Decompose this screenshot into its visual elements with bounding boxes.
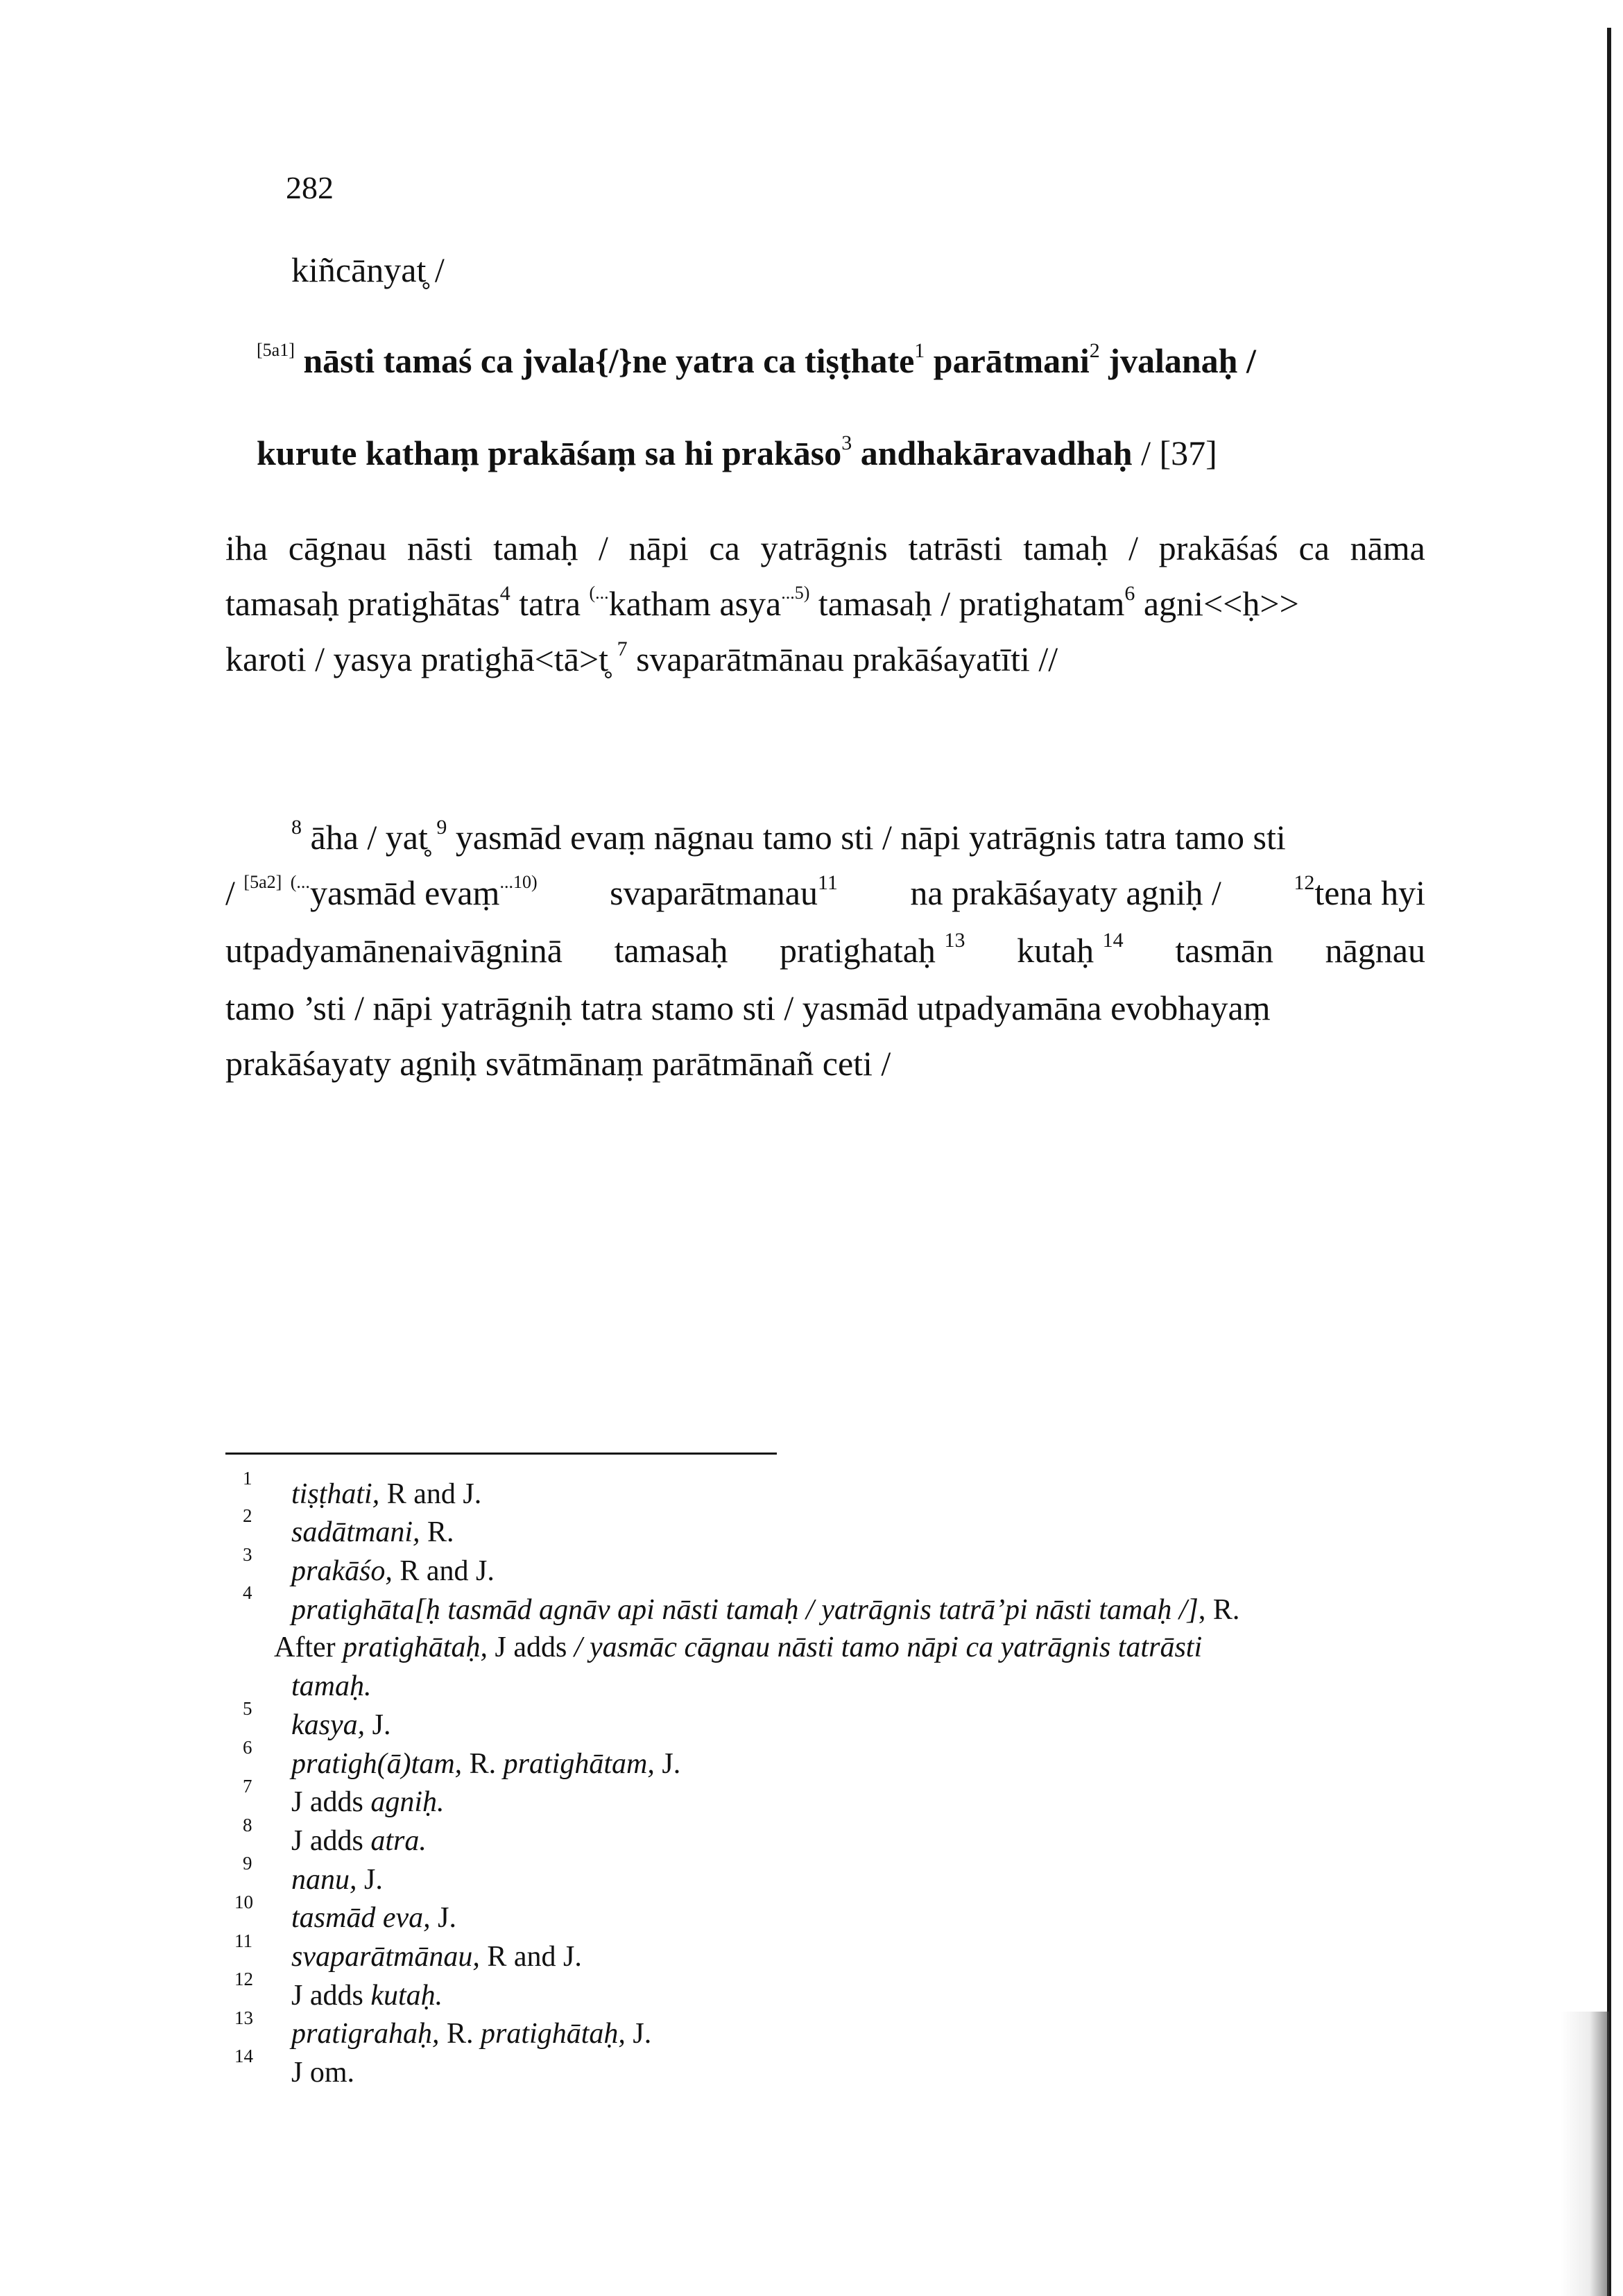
word: /	[599, 529, 608, 567]
footnote-number: 14	[234, 2046, 253, 2066]
text: tamasaḥ / pratighatam	[809, 584, 1125, 623]
footnote-ref: 8	[291, 816, 302, 839]
commentary-1-line-2	[225, 582, 1299, 623]
italic-text: pratighātam,	[503, 1748, 655, 1780]
text	[610, 871, 838, 912]
word: prakāśaś	[1158, 529, 1278, 567]
footnote-ref: 2	[1089, 339, 1100, 362]
footnote-number: 9	[243, 1853, 252, 1874]
italic-text: atra.	[370, 1825, 427, 1857]
verse-text: nāsti tamaś ca jvala{/}ne yatra ca tiṣṭhate	[294, 341, 915, 380]
footnote-5	[291, 1711, 391, 1740]
text: , R.	[1198, 1594, 1240, 1626]
footnote-1	[291, 1480, 481, 1509]
footnote-number: 10	[234, 1892, 253, 1912]
slash: /	[225, 873, 235, 912]
footnote-number: 5	[243, 1698, 252, 1719]
footnote-ref: 14	[1102, 929, 1124, 952]
word: /	[1128, 529, 1138, 567]
verse-text: jvalanaḥ /	[1099, 341, 1256, 380]
verse-text: parātmani	[925, 341, 1090, 380]
italic-text: kasya,	[291, 1709, 366, 1741]
word: nāgnau	[1325, 931, 1425, 970]
word: yatrāgnis	[760, 529, 888, 567]
commentary-2-line-5: prakāśayaty agniḥ svātmānaṃ parātmānañ ceti /	[225, 1044, 891, 1083]
footnote-8	[291, 1826, 427, 1856]
footnote-12	[291, 1981, 443, 2010]
text: J adds	[291, 1825, 371, 1857]
italic-text: tiṣṭhati,	[291, 1478, 380, 1510]
text: J.	[365, 1709, 391, 1741]
text: āha / yat̥	[302, 818, 437, 857]
commentary-2-line-4: tamo ’sti / nāpi yatrāgniḥ tatra stamo sti / yasmād utpadyamāna evobhayaṃ	[225, 988, 1271, 1027]
word	[1017, 929, 1124, 970]
footnote-ref: 11	[817, 871, 838, 894]
italic-text: tasmād eva,	[291, 1902, 431, 1934]
footnote-6	[291, 1749, 680, 1779]
footnote-ref: 6	[1124, 582, 1135, 605]
italic-text: pratighātaḥ,	[481, 2018, 626, 2050]
text: R and J.	[392, 1555, 495, 1587]
folio-marker: [5a1]	[257, 340, 295, 360]
text: svaparātmanau	[610, 873, 818, 912]
text: tamasaḥ pratighātas	[225, 584, 500, 623]
scan-edge-noise	[1561, 2012, 1609, 2296]
verse-text: andhakāravadhaḥ	[852, 434, 1133, 472]
text: karoti / yasya pratighā<tā>t̥	[225, 640, 617, 678]
text: R.	[462, 1748, 504, 1780]
footnote-10	[291, 1903, 456, 1933]
folio-marker: [5a2]	[243, 872, 282, 892]
text: J om.	[291, 2057, 355, 2089]
footnote-rule	[225, 1453, 777, 1455]
footnote-number: 4	[243, 1582, 252, 1603]
verse-line-1	[257, 339, 1256, 380]
footnote-number: 2	[243, 1505, 252, 1526]
italic-text: pratighāta[ḥ tasmād agnāv api nāsti tamaḥ / yatrāgnis tatrā’pi nāsti tamaḥ /]	[291, 1594, 1199, 1626]
text: J adds	[291, 1980, 371, 2012]
footnote-number: 11	[234, 1930, 252, 1951]
italic-text: svaparātmānau,	[291, 1941, 480, 1973]
footnote-number: 3	[243, 1544, 252, 1565]
text: na prakāśayaty agniḥ /	[910, 873, 1221, 912]
word	[780, 929, 965, 970]
footnote-ref: 1	[914, 339, 925, 362]
text	[225, 872, 538, 912]
commentary-2-line-3	[225, 929, 1425, 970]
italic-text: sadātmani,	[291, 1516, 420, 1548]
commentary-1-line-1	[225, 531, 1425, 565]
footnote-number: 7	[243, 1776, 252, 1797]
footnote-7	[291, 1788, 445, 1817]
footnote-14	[291, 2058, 354, 2087]
text: J.	[357, 1864, 383, 1896]
footnote-13	[291, 2019, 651, 2048]
word: tamaḥ	[493, 529, 578, 567]
text: J.	[625, 2018, 652, 2050]
commentary-2-line-2	[225, 871, 1425, 912]
text: svaparātmānau prakāśayatīti //	[627, 640, 1058, 678]
footnote-ref: 12	[1294, 871, 1315, 894]
italic-text: prakāśo,	[291, 1555, 393, 1587]
footnote-ref: 3	[841, 431, 852, 454]
footnote-4	[291, 1595, 1239, 1625]
commentary-2-line-1	[291, 816, 1286, 857]
footnote-number: 1	[243, 1468, 252, 1489]
page-number: 282	[286, 170, 334, 205]
bracket-close: ...5)	[781, 583, 810, 603]
word: nāpi	[628, 529, 689, 567]
commentary-1-line-3	[225, 637, 1058, 678]
opening-line: kiñcānyat̥ /	[291, 250, 445, 289]
word: tasmān	[1175, 931, 1273, 970]
word: utpadyamānenaivāgninā	[225, 931, 563, 970]
italic-text: kutaḥ.	[370, 1980, 443, 2012]
verse-line-2	[257, 431, 1217, 472]
verse-text: kurute kathaṃ prakāśaṃ sa hi prakāso	[257, 434, 842, 472]
text: pratighataḥ	[780, 931, 936, 970]
italic-text: tamaḥ.	[291, 1670, 372, 1702]
text: After	[274, 1631, 343, 1663]
text: J.	[654, 1748, 681, 1780]
footnote-ref: 13	[944, 929, 965, 952]
text: R.	[439, 2018, 481, 2050]
text: R and J.	[479, 1941, 582, 1973]
text: tena hyi	[1314, 873, 1425, 912]
word: cāgnau	[288, 529, 387, 567]
bracket-open: (...	[290, 872, 310, 892]
verse-number: / [37]	[1132, 434, 1217, 472]
italic-text: nanu,	[291, 1864, 357, 1896]
footnote-3	[291, 1557, 495, 1586]
footnote-ref: 9	[436, 816, 447, 839]
text: yasmād evaṃ	[309, 873, 500, 912]
text: J adds	[487, 1631, 574, 1663]
footnote-ref: 4	[499, 582, 510, 605]
bracket-close: ...10)	[499, 872, 538, 892]
word: ca	[1298, 529, 1330, 567]
footnote-number: 6	[243, 1737, 252, 1758]
word: tamaḥ	[1023, 529, 1108, 567]
text: kutaḥ	[1017, 931, 1094, 970]
word: iha	[225, 529, 268, 567]
footnote-number: 8	[243, 1815, 252, 1835]
text	[1294, 871, 1425, 912]
text: J.	[430, 1902, 456, 1934]
word: nāsti	[407, 529, 473, 567]
footnote-4-continued-2	[291, 1672, 372, 1701]
word: tamasaḥ	[614, 931, 728, 970]
footnote-number: 12	[234, 1969, 253, 1989]
footnote-4-continued	[274, 1633, 1202, 1662]
italic-text: pratigrahaḥ,	[291, 2018, 440, 2050]
footnote-9	[291, 1865, 383, 1894]
word: tatrāsti	[908, 529, 1003, 567]
italic-text: pratighātaḥ,	[343, 1631, 488, 1663]
footnote-number: 13	[234, 2007, 253, 2028]
italic-text: agniḥ.	[370, 1786, 445, 1818]
page-edge-shadow	[1607, 28, 1611, 2296]
footnote-2	[291, 1518, 454, 1547]
word: ca	[709, 529, 740, 567]
bracket-open: (...	[589, 583, 609, 603]
text: katham asya	[608, 584, 782, 623]
text: R and J.	[379, 1478, 482, 1510]
italic-text: pratigh(ā)tam,	[291, 1748, 463, 1780]
text: agni<<ḥ>>	[1135, 584, 1299, 623]
text: R.	[420, 1516, 454, 1548]
word: nāma	[1350, 529, 1425, 567]
text: yasmād evaṃ nāgnau tamo sti / nāpi yatrāgnis tatra tamo sti	[447, 818, 1286, 857]
footnote-ref: 7	[617, 637, 628, 660]
italic-text: / yasmāc cāgnau nāsti tamo nāpi ca yatrāgnis tatrāsti	[574, 1631, 1203, 1663]
footnote-11	[291, 1942, 582, 1971]
text: J adds	[291, 1786, 371, 1818]
text: tatra	[510, 584, 590, 623]
